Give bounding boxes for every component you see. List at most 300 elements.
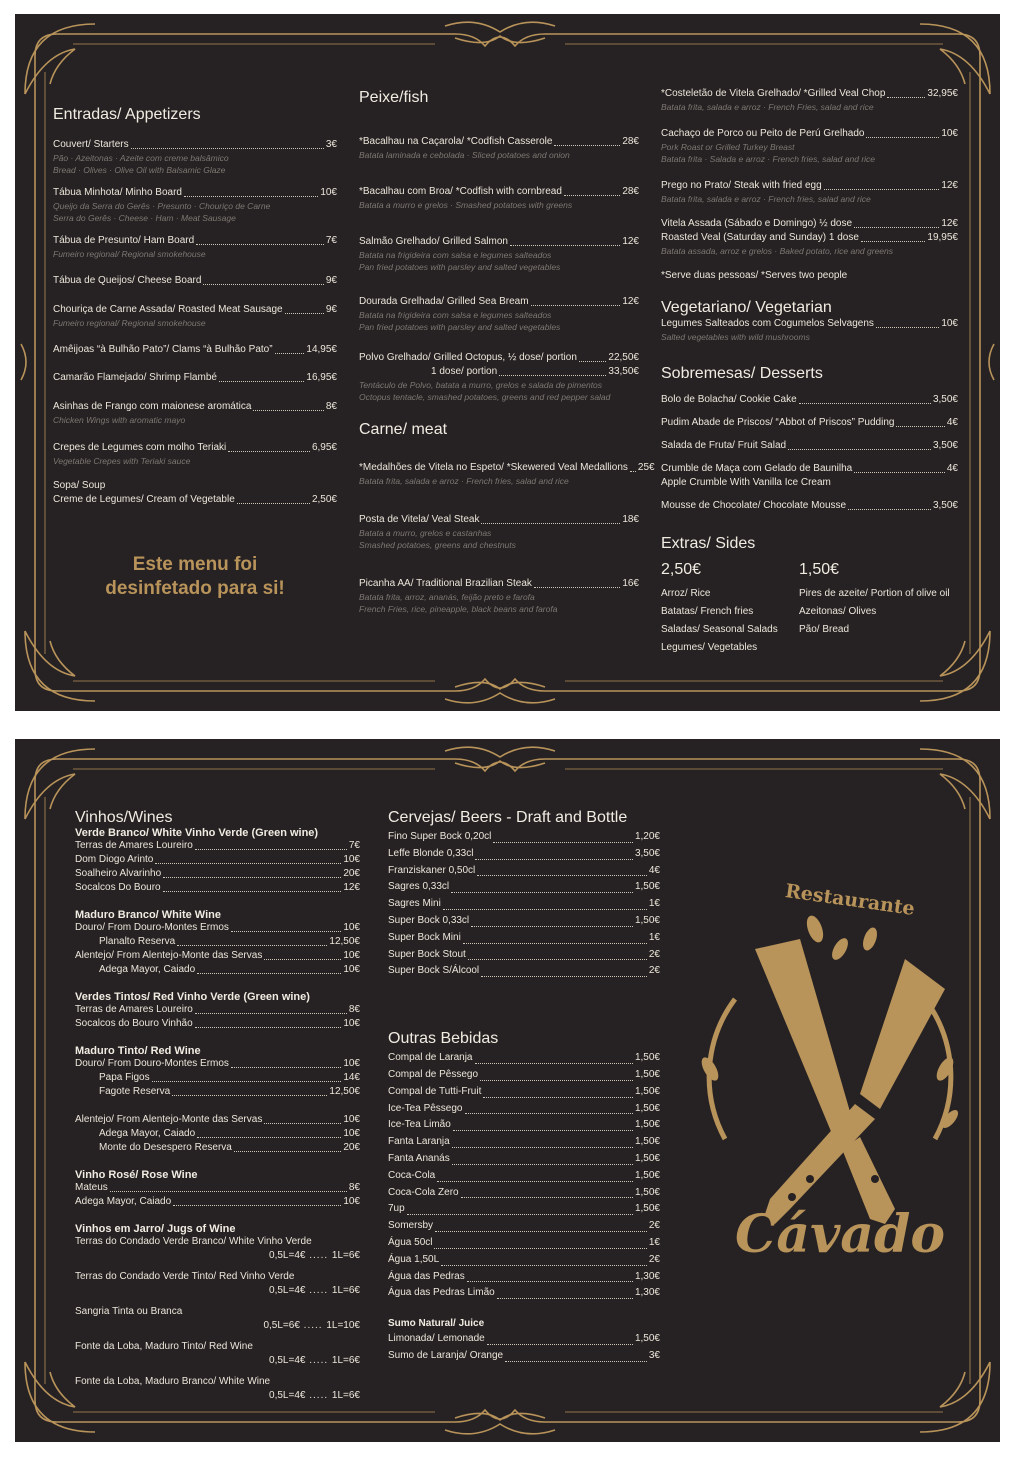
jug-wine-name: Fonte da Loba, Maduro Tinto/ Red Wine	[75, 1341, 253, 1352]
section-title-meat: Carne/ meat	[359, 421, 448, 438]
beer-item-price: 1,50€	[634, 914, 660, 926]
sides-price-a: 2,50€	[661, 561, 702, 578]
wine-item-name: Soalheiro Alvarinho	[75, 868, 162, 879]
appetizer-item	[53, 441, 337, 467]
appetizer-item-name: Amêijoas “à Bulhão Pato”/ Clams “à Bulhão Pato”	[53, 344, 273, 355]
main-item-desc: Batata frita, salada e arroz · French fries, salad and rice	[661, 194, 871, 204]
jug-wine-full-price: 1L=6€	[331, 1250, 360, 1261]
wines-section	[75, 809, 360, 1403]
drink-item	[388, 1185, 660, 1202]
beer-item-price: 4€	[648, 864, 660, 876]
appetizer-item	[53, 138, 337, 176]
drink-item	[388, 1117, 660, 1134]
section-title-desserts: Sobremesas/ Desserts	[661, 365, 823, 382]
fish-section	[359, 89, 655, 615]
main-item-name: *Costeletão de Vitela Grelhado/ *Grilled Veal Chop	[661, 88, 886, 99]
appetizer-item-desc-2: Serra do Gerês · Cheese · Ham · Meat Sausage	[53, 213, 236, 223]
meat-item-desc-2: French Fries, rice, pineapple, black beans and farofa	[359, 604, 558, 614]
wine-item-price: 10€	[343, 1018, 360, 1029]
jug-wine-name: Sangria Tinta ou Branca	[75, 1306, 183, 1317]
drink-item-price: 1€	[648, 1236, 660, 1248]
drink-item	[388, 1218, 660, 1235]
soup-title: Sopa/ Soup	[53, 480, 106, 491]
wine-item-price: 14€	[343, 1072, 360, 1083]
beer-item-name: Franziskaner 0,50cl	[388, 864, 476, 876]
juice-item-price: 3€	[648, 1349, 660, 1361]
wine-item-name: Douro/ From Douro-Montes Ermos	[75, 1058, 229, 1069]
beer-item-name: Leffe Blonde 0,33cl	[388, 847, 474, 859]
beer-item	[388, 963, 660, 980]
wine-item	[75, 1071, 360, 1085]
octopus-full-label: 1 dose/ portion	[431, 366, 498, 377]
sides-price-b: 1,50€	[799, 561, 840, 578]
wine-group	[75, 991, 360, 1031]
drink-item-name: Ice-Tea Pêssego	[388, 1102, 463, 1114]
wine-item-name: Socalcos do Bouro Vinhão	[75, 1018, 193, 1029]
wine-item	[75, 1181, 360, 1195]
drink-item-name: Coca-Cola	[388, 1169, 436, 1181]
wine-item-price: 8€	[348, 1182, 360, 1193]
wine-item	[75, 1141, 360, 1155]
sides-column-b	[799, 561, 958, 657]
menu-page-drinks	[15, 739, 1000, 1442]
jug-wine-item: Terras do Condado Verde Branco/ White Vinho Verde 0,5L=4€ ..... 1L=6€	[75, 1236, 360, 1261]
drink-item-price: 1,50€	[634, 1102, 660, 1114]
side-item: Batatas/ French fries	[661, 606, 754, 617]
appetizer-item-name: Tábua Minhota/ Minho Board	[53, 187, 182, 198]
drink-item-name: Água 1,50L	[388, 1253, 440, 1265]
drink-item-name: Compal de Laranja	[388, 1052, 473, 1064]
wine-item-price: 10€	[343, 1058, 360, 1069]
main-item-price: 32,95€	[927, 88, 958, 99]
meat-item-price: 16€	[622, 578, 639, 589]
appetizers-section	[53, 106, 337, 601]
jug-wine-item: Terras do Condado Verde Tinto/ Red Vinho Verde 0,5L=4€ ..... 1L=6€	[75, 1271, 360, 1296]
fish-item-name: *Bacalhau na Caçarola/ *Codfish Casserole	[359, 136, 553, 147]
sanitized-notice-line2: desinfetado para si!	[105, 578, 285, 599]
drink-item-price: 1,50€	[634, 1085, 660, 1097]
wine-item-price: 7€	[348, 840, 360, 851]
wine-group-title: Verdes Tintos/ Red Vinho Verde (Green wine)	[75, 991, 310, 1003]
side-item: Saladas/ Seasonal Salads	[661, 624, 778, 635]
beer-item	[388, 947, 660, 964]
jug-wine-half-price: 0,5L=4€	[269, 1285, 306, 1296]
logo-top-text: Restaurante	[783, 880, 917, 920]
beer-item	[388, 863, 660, 880]
fish-item-desc: Batata na frigideira com salsa e legumes salteados	[359, 250, 552, 260]
wine-item-price: 12€	[343, 882, 360, 893]
wine-group	[75, 1113, 360, 1155]
fish-item-desc: Batata na frigideira com salsa e legumes salteados	[359, 310, 552, 320]
appetizer-item	[53, 400, 337, 426]
fish-item-desc-2: Pan fried potatoes with parsley and salted vegetables	[359, 262, 561, 272]
side-item: Pão/ Bread	[799, 624, 850, 635]
jug-wine-half-price: 0,5L=4€	[269, 1250, 306, 1261]
dessert-item-name: Salada de Fruta/ Fruit Salad	[661, 440, 787, 451]
wine-item-price: 10€	[343, 950, 360, 961]
drink-item-price: 1,50€	[634, 1119, 660, 1131]
jug-wine-half-price: 0,5L=4€	[269, 1355, 306, 1366]
dessert-item-price: 3,50€	[932, 500, 958, 511]
dessert-item-name: Bolo de Bolacha/ Cookie Cake	[661, 394, 797, 405]
beer-item-price: 1,50€	[634, 881, 660, 893]
dessert-item-name: Pudim Abade de Priscos/ “Abbot of Priscos” Pudding	[661, 417, 895, 428]
wine-item-name: Dom Diogo Arinto	[75, 854, 154, 865]
fish-item-price: 12€	[622, 296, 639, 307]
side-item: Pires de azeite/ Portion of olive oil	[799, 588, 950, 599]
appetizer-item-price: 6,95€	[311, 442, 337, 453]
section-title-beers: Cervejas/ Beers - Draft and Bottle	[388, 809, 628, 826]
beer-item-name: Super Bock S/Álcool	[388, 965, 480, 977]
main-item	[661, 87, 958, 113]
appetizer-item-price: 3€	[325, 139, 337, 150]
jug-wine-full-price: 1L=6€	[331, 1390, 360, 1401]
roast-veal-full-price: 19,95€	[927, 232, 958, 243]
octopus-item	[359, 351, 639, 403]
section-title-appetizers: Entradas/ Appetizers	[53, 106, 201, 123]
meat-item-desc-2: Smashed potatoes, greens and chestnuts	[359, 540, 516, 550]
appetizer-item-price: 10€	[320, 187, 337, 198]
wine-item-price: 10€	[343, 1196, 360, 1207]
wine-item-name: Fagote Reserva	[99, 1086, 171, 1097]
beer-item-price: 3,50€	[634, 847, 660, 859]
main-item	[661, 179, 958, 205]
dessert-item	[661, 393, 958, 407]
serves-two-note: *Serve duas pessoas/ *Serves two people	[661, 270, 848, 281]
drink-item-name: Fanta Laranja	[388, 1136, 450, 1148]
juice-item-name: Sumo de Laranja/ Orange	[388, 1349, 504, 1361]
drink-item	[388, 1151, 660, 1168]
wine-item-name: Terras de Amares Loureiro	[75, 840, 193, 851]
beer-item	[388, 846, 660, 863]
main-item-price: 10€	[941, 128, 958, 139]
vegetarian-desc: Salted vegetables with wild mushrooms	[661, 332, 810, 342]
drink-item	[388, 1235, 660, 1252]
wine-item-price: 10€	[343, 854, 360, 865]
drink-item	[388, 1101, 660, 1118]
drink-item-name: Coca-Cola Zero	[388, 1186, 459, 1198]
drink-item-price: 1,30€	[634, 1270, 660, 1282]
wine-item-price: 8€	[348, 1004, 360, 1015]
menu-page-food	[15, 14, 1000, 711]
meat-item-name: *Medalhões de Vitela no Espeto/ *Skewered Veal Medallions	[359, 462, 628, 473]
section-title-other-drinks: Outras Bebidas	[388, 1030, 499, 1048]
fish-item-name: Salmão Grelhado/ Grilled Salmon	[359, 236, 508, 247]
wine-item-name: Mateus	[75, 1182, 108, 1193]
drink-item-name: Compal de Tutti-Fruit	[388, 1085, 482, 1097]
sanitized-notice	[53, 553, 337, 601]
wine-item	[75, 963, 360, 977]
sides-column-a	[661, 561, 799, 657]
wine-item-price: 20€	[343, 868, 360, 879]
meat-item-name: Posta de Vitela/ Veal Steak	[359, 514, 480, 525]
juice-item-name: Limonada/ Lemonade	[388, 1333, 485, 1345]
drink-item-name: Fanta Ananás	[388, 1152, 450, 1164]
appetizer-item-desc: Queijo da Serra do Gerês · Presunto · Chouriço de Carne	[53, 201, 271, 211]
wine-item	[75, 853, 360, 867]
wine-item-name: Douro/ From Douro-Montes Ermos	[75, 922, 229, 933]
fish-item	[359, 295, 639, 333]
drink-item-price: 1,50€	[634, 1052, 660, 1064]
soup-item	[53, 479, 337, 507]
drink-item	[388, 1067, 660, 1084]
fish-item-price: 12€	[622, 236, 639, 247]
juice-item-price: 1,50€	[634, 1333, 660, 1345]
drink-item	[388, 1084, 660, 1101]
appetizer-item-price: 9€	[325, 275, 337, 286]
drink-item-price: 1,50€	[634, 1186, 660, 1198]
beer-item-name: Super Bock Mini	[388, 931, 461, 943]
drink-item-price: 1,50€	[634, 1203, 660, 1215]
beer-item-name: Sagres Mini	[388, 898, 441, 910]
beer-item-name: Super Bock Stout	[388, 948, 466, 960]
jug-wine-half-price: 0,5L=4€	[269, 1390, 306, 1401]
beer-item-price: 2€	[648, 965, 660, 977]
meat-item-desc: Batata frita, salada e arroz · French fries, salad and rice	[359, 476, 569, 486]
roast-veal-half-label: Vitela Assada (Sábado e Domingo) ½ dose	[661, 218, 853, 229]
drink-item	[388, 1285, 660, 1302]
appetizer-item-price: 9€	[325, 304, 337, 315]
wine-item-name: Adega Mayor, Caiado	[75, 1196, 172, 1207]
wine-item	[75, 1003, 360, 1017]
jug-wine-item: Sangria Tinta ou Branca 0,5L=6€ ..... 1L=10€	[75, 1306, 360, 1331]
main-item-desc-2: Batata frita · Salada e arroz · French fries, salad and rice	[661, 154, 876, 164]
main-item-desc: Batata frita, salada e arroz · French Fries, salad and rice	[661, 102, 874, 112]
roast-veal-full-label: Roasted Veal (Saturday and Sunday) 1 dose	[661, 232, 859, 243]
wine-item-price: 20€	[343, 1142, 360, 1153]
fish-item	[359, 235, 639, 273]
drink-item-name: Compal de Pêssego	[388, 1068, 479, 1080]
appetizer-item-desc: Fumeiro regional/ Regional smokehouse	[53, 318, 206, 328]
vegetarian-name: Legumes Salteados com Cogumelos Selvagens	[661, 318, 874, 329]
dessert-item	[661, 499, 958, 513]
appetizer-item-price: 16,95€	[306, 372, 337, 383]
appetizer-item	[53, 274, 337, 288]
wine-item-name: Socalcos Do Bouro	[75, 882, 161, 893]
wine-item-price: 10€	[343, 922, 360, 933]
main-item-price: 12€	[941, 180, 958, 191]
beer-item-price: 1,20€	[634, 831, 660, 842]
roast-veal-half-price: 12€	[941, 218, 958, 229]
drink-item	[388, 1050, 660, 1067]
octopus-price-half: 22,50€	[608, 352, 639, 363]
jug-wine-name: Fonte da Loba, Maduro Branco/ White Wine	[75, 1376, 271, 1387]
wine-group	[75, 909, 360, 977]
wine-item-name: Adega Mayor, Caiado	[99, 1128, 196, 1139]
drink-item-price: 2€	[648, 1253, 660, 1265]
meat-item	[359, 577, 639, 615]
appetizer-item	[53, 234, 337, 260]
appetizer-item	[53, 186, 337, 224]
drink-item-name: Água 50cl	[388, 1236, 433, 1248]
wine-group	[75, 1045, 360, 1099]
meat-item-name: Picanha AA/ Traditional Brazilian Steak	[359, 578, 532, 589]
appetizer-item-desc: Vegetable Crepes with Teriaki sauce	[53, 456, 191, 466]
juice-item	[388, 1331, 660, 1348]
fish-item-desc: Batata a murro e grelos · Smashed potatoes with greens	[359, 200, 573, 210]
fish-item-name: *Bacalhau com Broa/ *Codfish with cornbread	[359, 186, 562, 197]
jug-wine-full-price: 1L=10€	[326, 1320, 360, 1331]
drink-item	[388, 1252, 660, 1269]
wine-group-title: Maduro Branco/ White Wine	[75, 909, 221, 921]
wine-item-name: Terras de Amares Loureiro	[75, 1004, 193, 1015]
wine-item-name: Planalto Reserva	[99, 936, 176, 947]
appetizer-item-name: Tábua de Presunto/ Ham Board	[53, 235, 195, 246]
beer-item	[388, 879, 660, 896]
vegetarian-price: 10€	[941, 318, 958, 329]
wine-item-price: 12,50€	[329, 1086, 360, 1097]
beer-item-name: Sagres 0,33cl	[388, 881, 450, 893]
wine-item	[75, 1085, 360, 1099]
wine-item-price: 10€	[343, 1114, 360, 1125]
appetizer-item	[53, 343, 337, 357]
main-item-desc: Pork Roast or Grilled Turkey Breast	[661, 142, 795, 152]
sides-columns	[661, 561, 958, 657]
drink-item-price: 1,50€	[634, 1068, 660, 1080]
jug-wine-item: Fonte da Loba, Maduro Branco/ White Wine 0,5L=4€ ..... 1L=6€	[75, 1376, 360, 1401]
mains-section	[661, 87, 958, 657]
drink-item	[388, 1168, 660, 1185]
wine-group-title: Maduro Tinto/ Red Wine	[75, 1045, 201, 1057]
beer-item	[388, 896, 660, 913]
wine-item-name: Alentejo/ From Alentejo-Monte das Servas	[75, 950, 263, 961]
jug-wine-name: Terras do Condado Verde Branco/ White Vinho Verde	[75, 1236, 312, 1247]
beer-item-price: 1€	[648, 931, 660, 943]
wine-item-name: Alentejo/ From Alentejo-Monte das Servas	[75, 1114, 263, 1125]
main-item	[661, 127, 958, 165]
appetizer-item	[53, 303, 337, 329]
wine-item	[75, 949, 360, 963]
meat-item-desc: Batata a murro, grelos e castanhas	[359, 528, 492, 538]
wine-item	[75, 1057, 360, 1071]
wine-item	[75, 935, 360, 949]
juice-title: Sumo Natural/ Juice	[388, 1318, 485, 1330]
roast-veal-item	[661, 217, 958, 257]
beer-item	[388, 913, 660, 930]
beer-item-name: Super Bock 0,33cl	[388, 914, 470, 926]
appetizer-item-desc-2: Bread · Olives · Olive Oil with Balsamic Glaze	[53, 165, 226, 175]
soup-name: Creme de Legumes/ Cream of Vegetable	[53, 494, 235, 505]
fish-item-price: 28€	[622, 136, 639, 147]
drink-item-price: 1,50€	[634, 1136, 660, 1148]
juice-item	[388, 1348, 660, 1365]
octopus-desc-en: Octopus tentacle, smashed potatoes, greens and red pepper salad	[359, 392, 611, 402]
appetizer-item-name: Asinhas de Frango com maionese aromática	[53, 401, 252, 412]
appetizer-item-name: Tábua de Queijos/ Cheese Board	[53, 275, 202, 286]
dessert-item-price: 4€	[946, 417, 958, 428]
appetizer-item-name: Couvert/ Starters	[53, 139, 129, 150]
appetizer-item-price: 14,95€	[306, 344, 337, 355]
appetizer-item-name: Chouriça de Carne Assada/ Roasted Meat Sausage	[53, 304, 283, 315]
wine-item-name: Papa Figos	[99, 1072, 150, 1083]
wine-item-name: Adega Mayor, Caiado	[99, 964, 196, 975]
dessert-item	[661, 462, 958, 490]
drink-item-price: 2€	[648, 1220, 660, 1232]
vegetarian-item	[661, 317, 958, 343]
wine-item-name: Monte do Desespero Reserva	[99, 1142, 232, 1153]
appetizer-item-name: Crepes de Legumes com molho Teriaki	[53, 442, 227, 453]
section-title-wines: Vinhos/Wines	[75, 809, 173, 826]
appetizer-item-desc: Chicken Wings with aromatic mayo	[53, 415, 186, 425]
wine-item	[75, 881, 360, 895]
dessert-item-name: Crumble de Maça com Gelado de Baunilha	[661, 463, 853, 474]
drink-item-name: Água das Pedras	[388, 1270, 465, 1282]
fish-item	[359, 185, 639, 211]
wine-item	[75, 867, 360, 881]
restaurant-logo	[680, 879, 980, 1299]
beers-section	[388, 809, 660, 1365]
meat-item-price: 25€	[637, 462, 655, 473]
fish-item	[359, 135, 639, 161]
meat-item-price: 18€	[622, 514, 639, 525]
appetizer-item-name: Camarão Flamejado/ Shrimp Flambé	[53, 372, 217, 383]
dessert-item	[661, 439, 958, 453]
dessert-item-name: Mousse de Chocolate/ Chocolate Mousse	[661, 500, 847, 511]
section-title-fish: Peixe/fish	[359, 89, 429, 106]
octopus-price-full: 33,50€	[608, 366, 639, 377]
drink-item-name: Somersby	[388, 1220, 434, 1232]
jug-wine-half-price: 0,5L=6€	[263, 1320, 300, 1331]
drink-item	[388, 1269, 660, 1286]
dessert-item	[661, 416, 958, 430]
wine-item	[75, 1017, 360, 1031]
main-item-name: Prego no Prato/ Steak with fried egg	[661, 180, 822, 191]
jug-wine-full-price: 1L=6€	[331, 1355, 360, 1366]
wine-item	[75, 1195, 360, 1209]
beer-item-price: 2€	[648, 948, 660, 960]
meat-item	[359, 513, 639, 551]
appetizer-item-desc: Fumeiro regional/ Regional smokehouse	[53, 249, 206, 259]
dessert-item-name-en: Apple Crumble With Vanilla Ice Cream	[661, 477, 831, 488]
appetizer-item-price: 8€	[325, 401, 337, 412]
meat-item-desc: Batata frita, arroz, ananás, feijão preto e farofa	[359, 592, 535, 602]
wine-item-price: 10€	[343, 964, 360, 975]
fish-item-price: 28€	[622, 186, 639, 197]
octopus-desc-pt: Tentáculo de Polvo, batata a murro, grelos e salada de pimentos	[359, 380, 603, 390]
side-item: Azeitonas/ Olives	[799, 606, 877, 617]
fish-item-desc-2: Pan fried potatoes with parsley and salted vegetables	[359, 322, 561, 332]
roast-veal-desc: Batata assada, arroz e grelos · Baked potato, rice and greens	[661, 246, 893, 256]
dessert-item-price: 4€	[946, 463, 958, 474]
fish-item-name: Dourada Grelhada/ Grilled Sea Bream	[359, 296, 529, 307]
drink-item-price: 1,50€	[634, 1152, 660, 1164]
meat-item	[359, 461, 655, 487]
sanitized-notice-line1: Este menu foi	[132, 554, 258, 575]
section-title-sides: Extras/ Sides	[661, 535, 756, 552]
side-item: Legumes/ Vegetables	[661, 642, 758, 653]
beer-item-name: Fino Super Bock 0,20cl	[388, 831, 492, 842]
jug-wine-full-price: 1L=6€	[331, 1285, 360, 1296]
wine-group	[75, 827, 360, 895]
wine-group-title: Verde Branco/ White Vinho Verde (Green wine)	[75, 827, 319, 839]
octopus-name: Polvo Grelhado/ Grilled Octopus, ½ dose/ portion	[359, 352, 577, 363]
drink-item-name: Ice-Tea Limão	[388, 1119, 451, 1131]
side-item: Arroz/ Rice	[661, 588, 711, 599]
soup-price: 2,50€	[311, 494, 337, 505]
wine-group-title: Vinho Rosé/ Rose Wine	[75, 1169, 198, 1181]
drink-item	[388, 1134, 660, 1151]
section-title-vegetarian: Vegetariano/ Vegetarian	[661, 299, 832, 316]
jug-wine-name: Terras do Condado Verde Tinto/ Red Vinho Verde	[75, 1271, 295, 1282]
wine-item	[75, 921, 360, 935]
dessert-item-price: 3,50€	[932, 394, 958, 405]
wine-item	[75, 1127, 360, 1141]
appetizer-item-desc: Pão · Azeitonas · Azeite com creme balsâmico	[53, 153, 229, 163]
drink-item	[388, 1201, 660, 1218]
wine-item-price: 12,50€	[329, 936, 360, 947]
beer-item	[388, 829, 660, 846]
drink-item-price: 1,30€	[634, 1287, 660, 1299]
